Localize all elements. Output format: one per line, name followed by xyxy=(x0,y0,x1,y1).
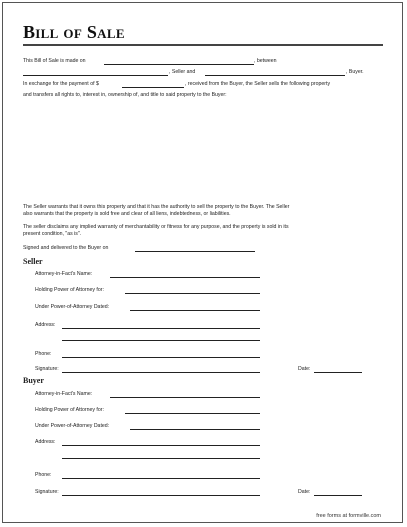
intro-seller-text: , Seller and xyxy=(169,69,196,75)
buyer-attorney-label: Attorney-in-Fact's Name: xyxy=(35,391,93,397)
seller-signature-field[interactable] xyxy=(62,372,260,373)
seller-poa-date-label: Under Power-of-Attorney Dated: xyxy=(35,304,110,310)
buyer-address-label: Address: xyxy=(35,439,56,445)
buyer-address-field[interactable] xyxy=(62,445,260,446)
warranty-text-1: The Seller warrants that it owns this property and that it has the authority to sell the property to the Buyer. The Seller xyxy=(23,204,290,210)
buyer-poa-date-label: Under Power-of-Attorney Dated: xyxy=(35,423,110,429)
buyer-poa-date-field[interactable] xyxy=(130,429,260,430)
seller-date-label: Date: xyxy=(298,366,311,372)
seller-address-label: Address: xyxy=(35,322,56,328)
intro-buyer-text: , Buyer. xyxy=(346,69,364,75)
seller-name-field[interactable] xyxy=(23,75,168,76)
buyer-signature-label: Signature: xyxy=(35,489,59,495)
buyer-holding-label: Holding Power of Attorney for: xyxy=(35,407,104,413)
buyer-address-field-2[interactable] xyxy=(62,458,260,459)
exchange-text-3: and transfers all rights to, interest in, ownership of, and title to said property to the Buyer: xyxy=(23,92,227,98)
buyer-name-field[interactable] xyxy=(205,75,345,76)
intro-between-text: , between xyxy=(254,58,277,64)
property-description-area[interactable] xyxy=(23,102,383,198)
exchange-text: In exchange for the payment of $ xyxy=(23,81,99,87)
intro-text: This Bill of Sale is made on xyxy=(23,58,86,64)
seller-attorney-label: Attorney-in-Fact's Name: xyxy=(35,271,93,277)
seller-address-field-2[interactable] xyxy=(62,340,260,341)
seller-phone-field[interactable] xyxy=(62,357,260,358)
signed-text: Signed and delivered to the Buyer on xyxy=(23,245,109,251)
seller-holding-label: Holding Power of Attorney for: xyxy=(35,287,104,293)
delivery-date-field[interactable] xyxy=(135,251,255,252)
buyer-phone-field[interactable] xyxy=(62,478,260,479)
warranty-text-2: also warrants that the property is sold free and clear of all liens, indebtedness, or liabilities. xyxy=(23,211,231,217)
seller-address-field[interactable] xyxy=(62,328,260,329)
buyer-signature-field[interactable] xyxy=(62,495,260,496)
title-rule xyxy=(23,44,383,46)
seller-date-field[interactable] xyxy=(314,372,362,373)
disclaimer-text-2: present condition, "as is". xyxy=(23,231,82,237)
footer-text: free forms at formville.com xyxy=(316,513,381,519)
disclaimer-text-1: The seller disclaims any implied warranty of merchantability or fitness for any purpose, and the property is sold in its xyxy=(23,224,289,230)
seller-phone-label: Phone: xyxy=(35,351,52,357)
buyer-attorney-field[interactable] xyxy=(110,397,260,398)
seller-holding-field[interactable] xyxy=(125,293,260,294)
buyer-date-field[interactable] xyxy=(314,495,362,496)
date-field[interactable] xyxy=(104,64,254,65)
buyer-date-label: Date: xyxy=(298,489,311,495)
seller-signature-label: Signature: xyxy=(35,366,59,372)
exchange-text-2: , received from the Buyer, the Seller sells the following property xyxy=(185,81,331,87)
seller-attorney-field[interactable] xyxy=(110,277,260,278)
seller-heading: Seller xyxy=(23,257,43,266)
document-title: Bill of Sale xyxy=(23,22,125,42)
buyer-heading: Buyer xyxy=(23,376,44,385)
payment-amount-field[interactable] xyxy=(122,87,184,88)
buyer-holding-field[interactable] xyxy=(125,413,260,414)
buyer-phone-label: Phone: xyxy=(35,472,52,478)
seller-poa-date-field[interactable] xyxy=(130,310,260,311)
